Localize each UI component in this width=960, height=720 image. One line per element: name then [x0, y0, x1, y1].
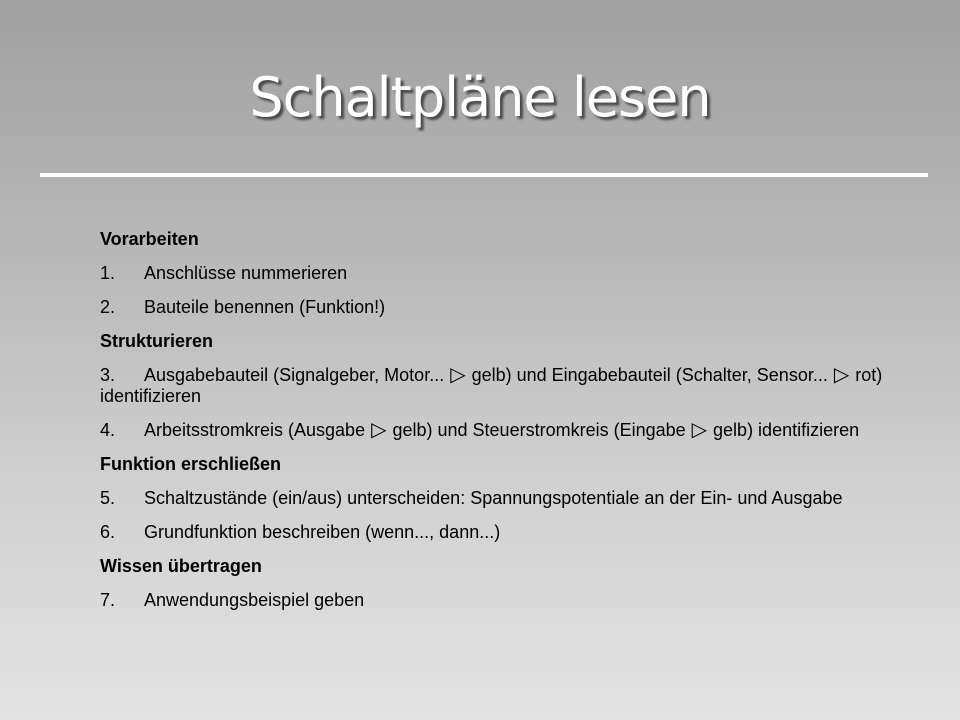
list-item-3 [100, 365, 900, 407]
list-number: 1. [100, 263, 116, 283]
list-text: Grundfunktion beschreiben (wenn..., dann...) [144, 522, 501, 542]
section-heading-funktion: Funktion erschließen [100, 454, 282, 474]
list-number: 2. [100, 297, 116, 317]
list-text: Anschlüsse nummerieren [144, 263, 348, 283]
list-item-4 [100, 420, 900, 441]
list-number: 4. [100, 420, 116, 440]
section-heading-vorarbeiten: Vorarbeiten [100, 229, 199, 249]
list-text: Schaltzustände (ein/aus) unterscheiden: Spannungspotentiale an der Ein- und Ausgabe [144, 488, 843, 508]
list-item-5 [100, 488, 900, 509]
list-number: 5. [100, 488, 116, 508]
list-text: Arbeitsstromkreis (Ausgabe [144, 420, 366, 440]
list-number: 7. [100, 590, 116, 610]
section-heading-strukturieren: Strukturieren [100, 331, 214, 351]
section-heading-wissen: Wissen übertragen [100, 556, 262, 576]
list-text: rot) identifizieren [100, 365, 883, 406]
list-text: Bauteile benennen (Funktion!) [144, 297, 386, 317]
arrow-right-icon: ▷ [450, 364, 466, 386]
arrow-right-icon: ▷ [833, 364, 850, 386]
list-text: gelb) identifizieren [713, 420, 860, 440]
list-number: 6. [100, 522, 116, 542]
list-item-7 [100, 590, 900, 611]
list-text: gelb) und Eingabebauteil (Schalter, Sensor... [471, 365, 828, 385]
slide-content [100, 229, 900, 624]
title-divider [40, 173, 928, 177]
list-text: Ausgabebauteil (Signalgeber, Motor... [144, 365, 445, 385]
list-item-6 [100, 522, 900, 543]
list-number: 3. [100, 365, 116, 385]
arrow-right-icon: ▷ [691, 419, 708, 441]
list-item-2 [100, 297, 900, 318]
list-text: gelb) und Steuerstromkreis (Eingabe [392, 420, 686, 440]
list-item-1 [100, 263, 900, 284]
list-text: Anwendungsbeispiel geben [144, 590, 365, 610]
arrow-right-icon: ▷ [371, 419, 387, 441]
slide-title: Schaltpläne lesen [249, 66, 711, 129]
